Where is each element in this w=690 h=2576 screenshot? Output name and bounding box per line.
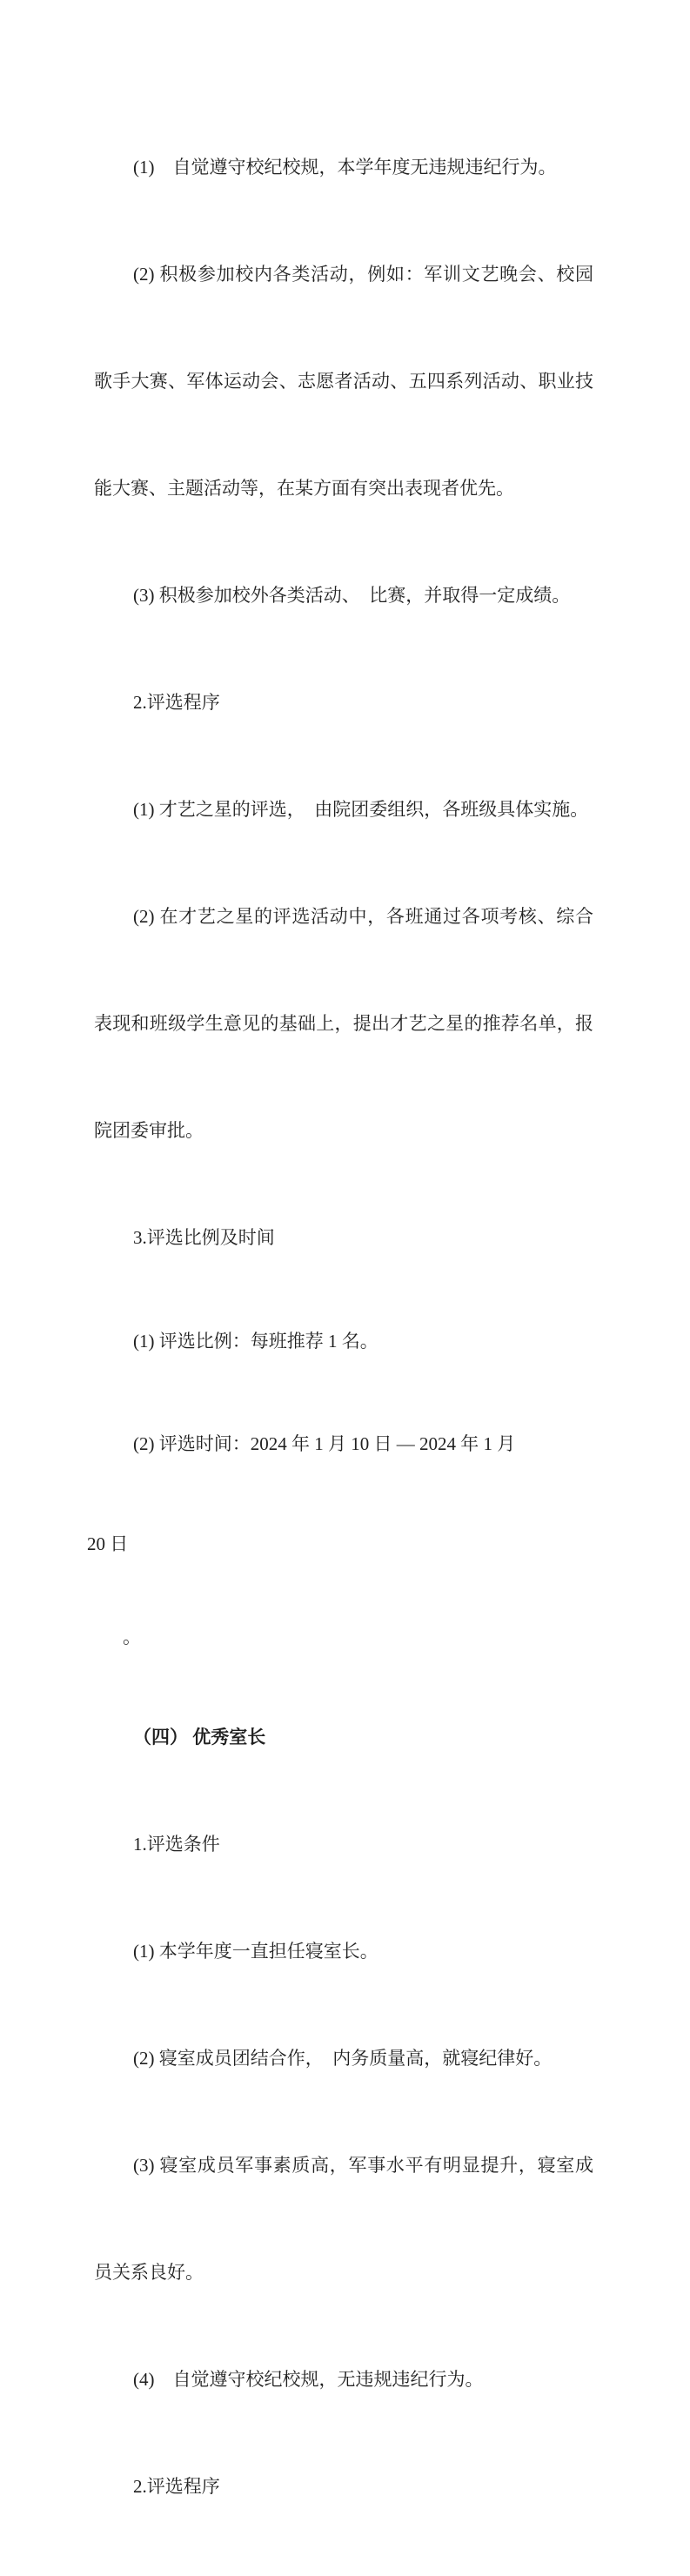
doc-line: 能大赛、主题活动等，在某方面有突出表现者优先。: [94, 478, 514, 499]
doc-line: 1.评选条件: [133, 1834, 220, 1855]
doc-line: 表现和班级学生意见的基础上，提出才艺之星的推荐名单，报: [94, 1013, 593, 1034]
doc-line: (3) 积极参加校外各类活动、 比赛，并取得一定成绩。: [133, 585, 571, 606]
doc-line: (2) 寝室成员团结合作， 内务质量高，就寝纪律好。: [133, 2048, 553, 2069]
doc-line: 院团委审批。: [94, 1120, 204, 1141]
doc-line: (1) 自觉遵守校纪校规，本学年度无违规违纪行为。: [133, 157, 557, 178]
doc-line: 2.评选程序: [133, 2476, 220, 2497]
doc-line: 3.评选比例及时间: [133, 1227, 275, 1248]
document-body: [87, 78, 593, 2576]
doc-line: (3) 寝室成员军事素质高，军事水平有明显提升，寝室成: [133, 2155, 593, 2176]
doc-line: 2.评选程序: [133, 692, 220, 713]
doc-line: 员关系良好。: [94, 2262, 204, 2283]
doc-line: (1) 本学年度一直担任寝室长。: [133, 1941, 378, 1962]
doc-line: 。: [123, 1627, 141, 1647]
doc-line: 20 日: [87, 1533, 129, 1554]
doc-line: (2) 评选时间：2024 年 1 月 10 日 — 2024 年 1 月: [133, 1433, 516, 1454]
doc-line: (1) 评选比例：每班推荐 1 名。: [133, 1331, 378, 1352]
doc-line: (2) 积极参加校内各类活动，例如：军训文艺晚会、校园: [133, 264, 593, 285]
doc-line: 歌手大赛、军体运动会、志愿者活动、五四系列活动、职业技: [94, 371, 593, 392]
doc-section-heading: （四） 优秀室长: [133, 1727, 266, 1748]
doc-line: (4) 自觉遵守校纪校规，无违规违纪行为。: [133, 2369, 484, 2390]
doc-line: (2) 在才艺之星的评选活动中，各班通过各项考核、综合: [133, 906, 593, 927]
doc-line: (1) 才艺之星的评选， 由院团委组织，各班级具体实施。: [133, 799, 589, 820]
